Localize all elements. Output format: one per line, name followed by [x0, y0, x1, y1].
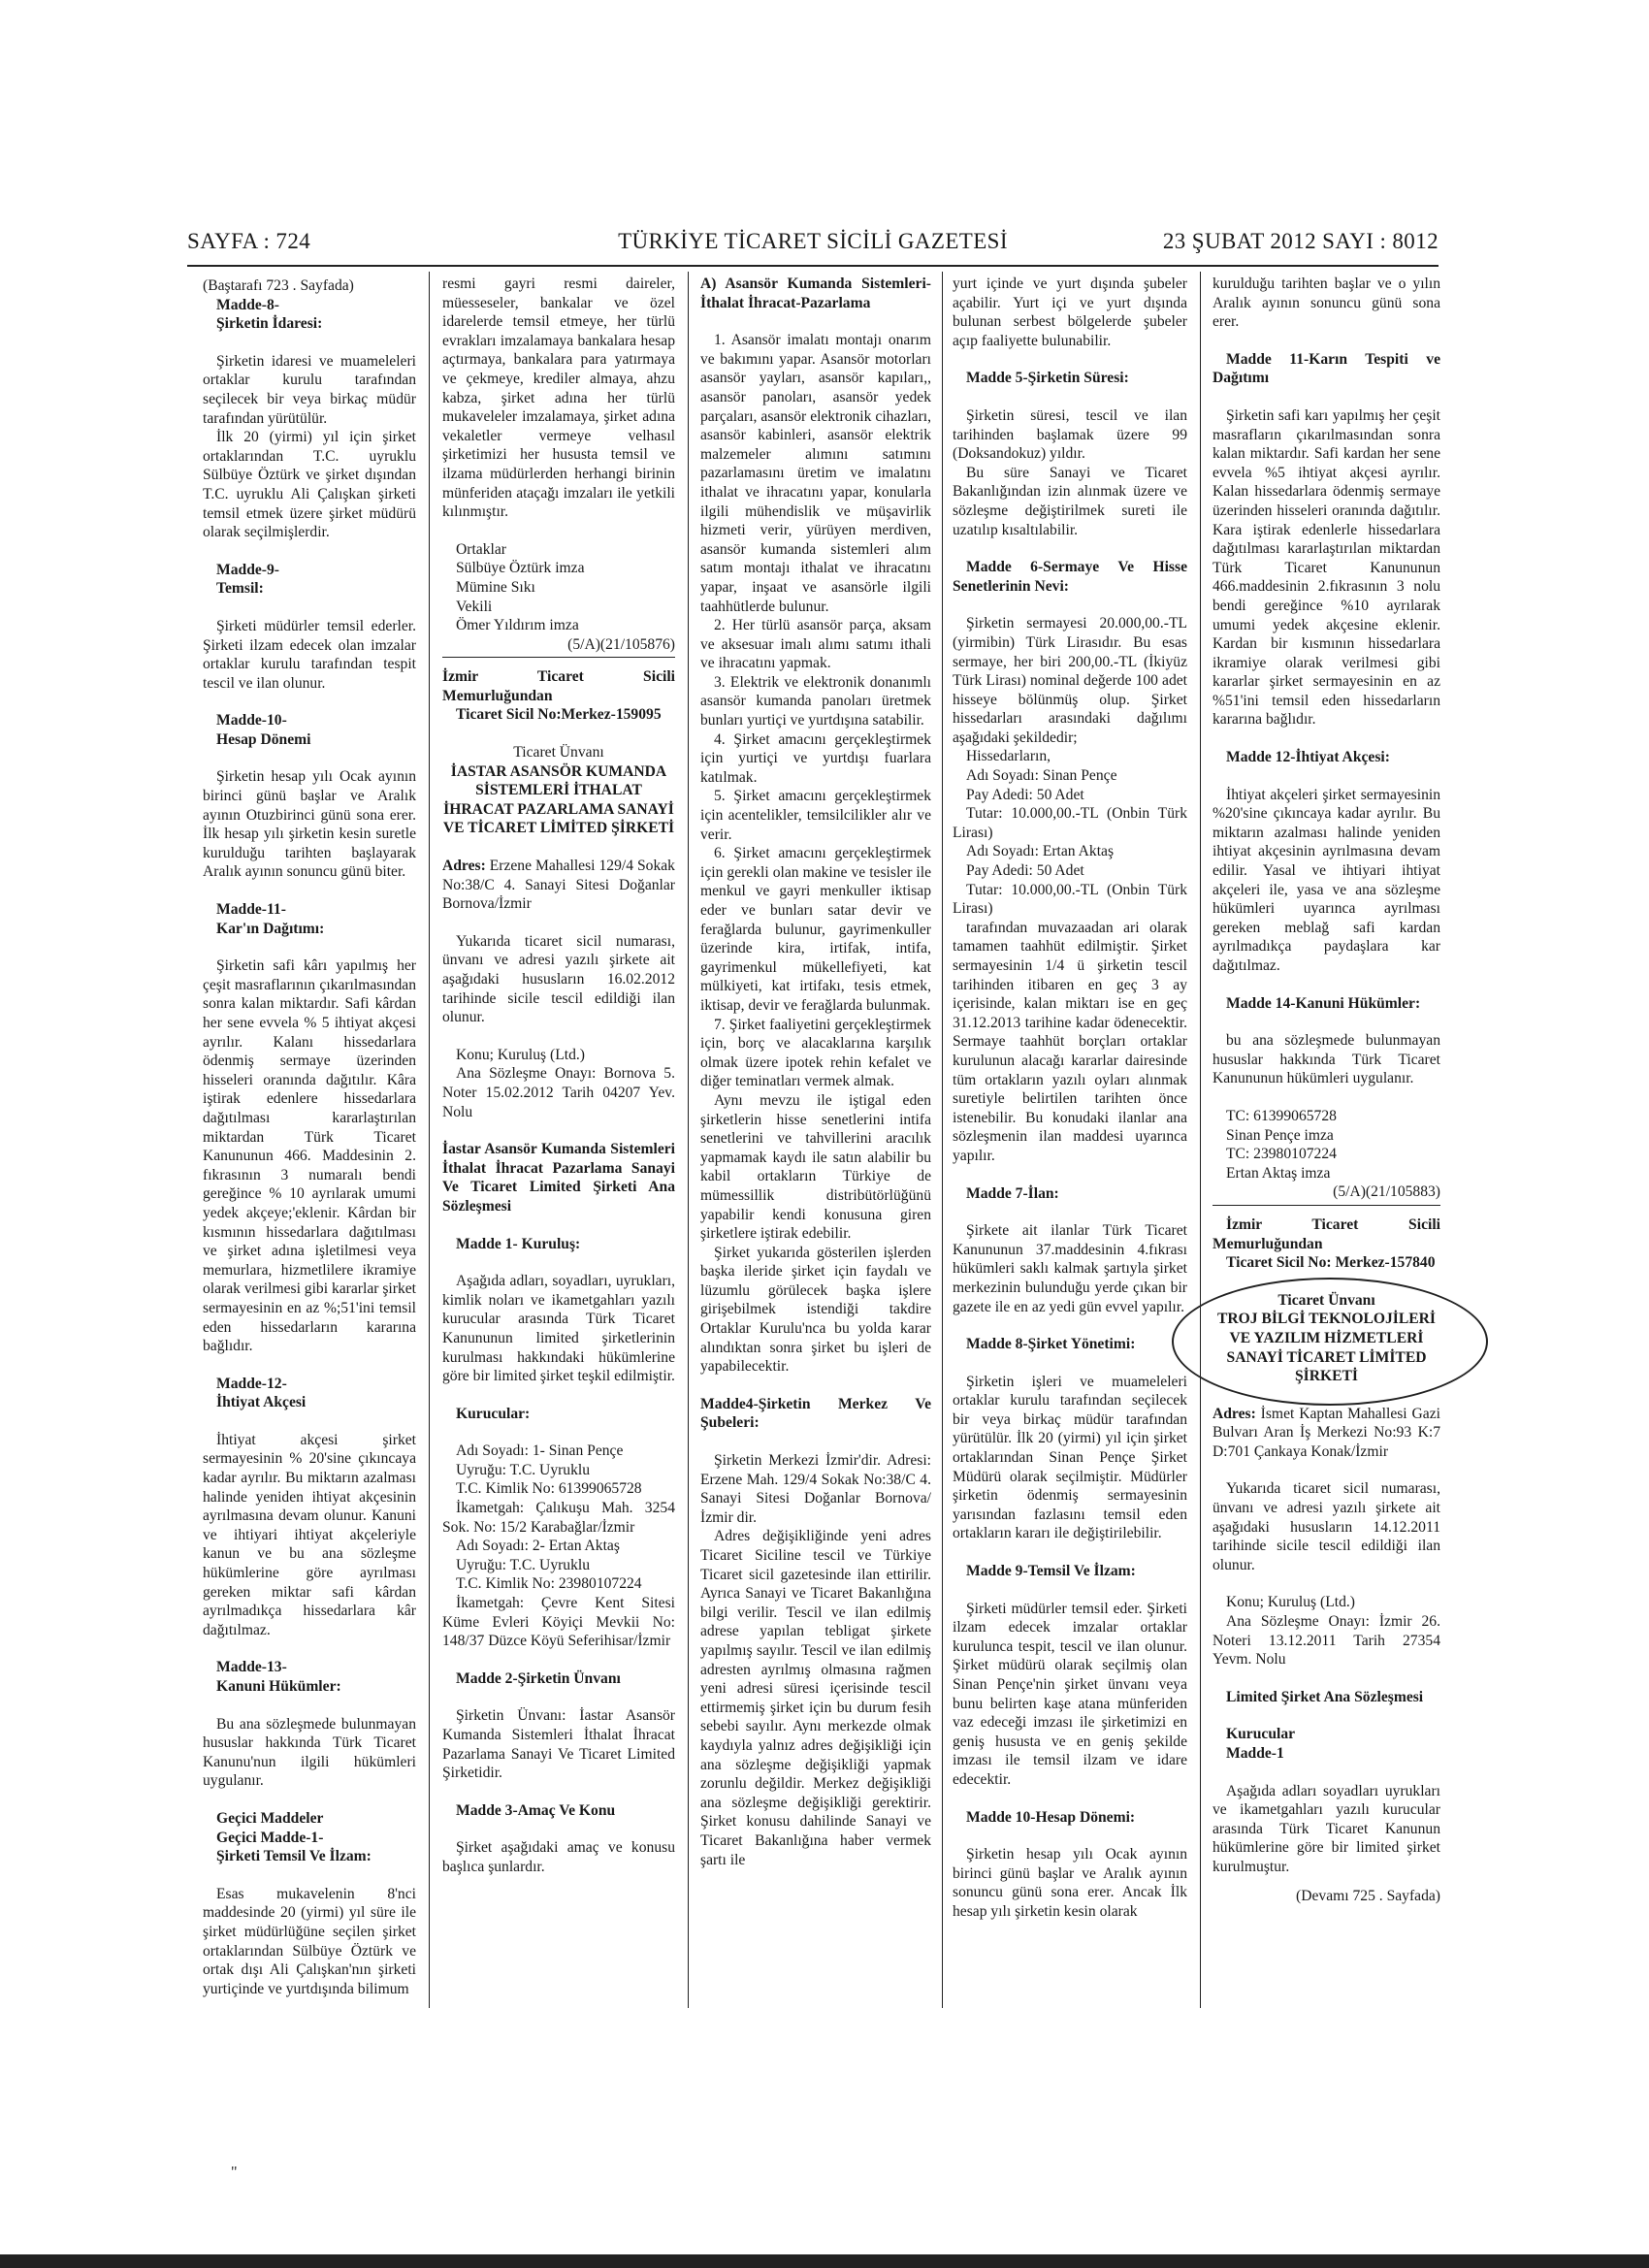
paragraph: Aşağıda adları, soyadları, uyrukları, kimlik noları ve ikametgahları yazılı kurucular arasında Türk Ticaret Kanununun limited şirketlerinin kurulması hakkındaki hükümlerine göre bir limited şirket teşkil edilmiştir. [442, 1273, 675, 1385]
shareholder-line: Tutar: 10.000,00.-TL (Onbin Türk Lirası) [953, 805, 1187, 841]
article-title: Madde 14-Kanuni Hükümler: [1226, 994, 1421, 1012]
address: Erzene Mahallesi 129/4 Sokak No:38/C 4. Sanayi Sitesi Doğanlar Bornova/İzmir [442, 858, 675, 913]
paragraph: Şirketin süresi, tescil ve ilan tarihinden başlamak üzere 99 (Doksandokuz) yıldır. [953, 406, 1187, 463]
continued-note: (Devamı 725 . Sayfada) [1296, 1887, 1440, 1904]
article-title: Madde4-Şirketin Merkez Ve Şubeleri: [700, 1395, 931, 1432]
article-title: Kar'ın Dağıtımı: [216, 920, 325, 937]
page-header [187, 229, 1439, 262]
article-title: Hesap Dönemi [216, 730, 311, 748]
founder-line: Uyruğu: T.C. Uyruklu [456, 1461, 591, 1478]
paragraph: İlk 20 (yirmi) yıl için şirket ortaklarından T.C. uyruklu Sülbüye Öztürk ve şirket dışından T.C. uyruklu Ali Çalışkan şirketi temsil etmek üzere şirket müdürü olarak seçilmişlerdir. [203, 429, 416, 541]
signature-line: Sülbüye Öztürk imza [456, 560, 585, 577]
paragraph: Şirketin safi karı yapılmış her çeşit masrafların çıkarılmasından sonra kalan miktardır. Safi kardan her sene evvela %5 ihtiyat akçesi ayrılır. Kalan hissedarlara ödenmiş sermaye üzerinden hisseleri oranında dağıtılır. Kara iştirak edenlerle hissedarlara dağıtılması kararlaştırılan miktardan Türk Ticaret Kanununun 466.maddesinin 2.fıkrasının 3 nolu bendi gereğince %10 ayrılarak umumi yedek akçesine eklenir. Kardan bir kısmının hissedarlara ikramiye olarak verilmesi gibi kararlar şirket sermayesinin en az %51'ini temsil eden hissedarların kararına bağlıdır. [1212, 406, 1440, 729]
address-label: Adres: [442, 858, 486, 875]
paragraph: Şirketin hesap yılı Ocak ayının birinci günü başlar ve Aralık ayının sonuncu günü sona erer. Ancak İlk hesap yılı şirketin kesin olarak [953, 1846, 1187, 1920]
paragraph: Bu ana sözleşmede bulunmayan hususlar hakkında Türk Ticaret Kanunu'nun ilgili hükümleri uygulanır. [203, 1715, 416, 1790]
paragraph: kurulduğu tarihten başlar ve o yılın Aralık ayının sonuncu günü sona erer. [1212, 275, 1440, 331]
shareholder-line: Hissedarların, [966, 748, 1051, 765]
signature-line: Vekili [456, 598, 493, 615]
article-number: Madde-8- [216, 296, 279, 313]
signature-line: TC: 23980107224 [1226, 1146, 1337, 1163]
column-divider [429, 272, 430, 2008]
article-number: Madde-10- [216, 712, 287, 729]
column-divider [1200, 272, 1201, 2008]
approval: Ana Sözleşme Onayı: İzmir 26. Noteri 13.12.2011 Tarih 27354 Yevm. Nolu [1212, 1613, 1440, 1669]
gazette-title: TÜRKİYE TİCARET SİCİLİ GAZETESİ [618, 229, 1008, 253]
column-divider [688, 272, 689, 2008]
paragraph: Aynı mevzu ile iştigal eden şirketlerin hisse senetlerini intifa senetlerini ve tahvillerini aracılık yapmamak kaydı ile satın alabilir bu kabil ortakların Türkiye de mümessillik distribütörlüğünü yapabilir kendi konusuna giren şirketlere iştirak edebilir. [700, 1091, 931, 1243]
founder-line: Adı Soyadı: 1- Sinan Pençe [456, 1442, 624, 1460]
shareholder-line: Pay Adedi: 50 Adet [966, 862, 1084, 880]
paragraph: Şirketin idaresi ve muameleleri ortaklar kurulu tarafından seçilecek bir veya birkaç müdür tarafından yürütülür. [203, 352, 416, 427]
list-item: 3. Elektrik ve elektronik donanımlı asansör kumanda panoları üretmek bunları yurtiçi ve yurtdışına satabilir. [700, 673, 931, 729]
article-title: Şirketi Temsil Ve İlzam: [216, 1848, 372, 1865]
founder-line: Uyruğu: T.C. Uyruklu [456, 1556, 591, 1573]
registry-number: Ticaret Sicil No:Merkez-159095 [456, 706, 662, 724]
paragraph: İhtiyat akçeleri şirket sermayesinin %20'sine çıkıncaya kadar ayrılır. Bu miktarın azalması halinde yeniden ihtiyat akçesinin ayrılmasına devam edilir. Yasal ve ihtiyari ihtiyat akçeleri ile, yasa ve ana sözleşme hükümleri uyarınca ayrılması gereken meblağ safi kardan ayrılmadıkça paydaşlara kar dağıtılmaz. [1212, 786, 1440, 974]
paragraph: Şirketin safi kârı yapılmış her çeşit masraflarının çıkarılmasından sonra kalan miktardır. Safi kârdan her sene evvela % 5 ihtiyat akçesi ayrılır. Kalanı hissedarlara ödenmiş sermaye üzerinden hisseleri oranında dağıtılır. Kâra iştirak edenlere hissedarlara dağıtılması kararlaştırılan miktardan Türk Ticaret Kanununun 466. Maddesinin 2. fıkrasının 3 numaralı bendi gereğince % 10 ayrılarak umumi yedek akçeye;'eklenir. Kârdan bir kısmının hissedarlara dağıtılması ve şirket adına işletilmesi veya memurlara, hizmetlilere ikramiye olarak verilmesi gibi kararlar şirket sermayesinin en az %;51'ini temsil eden hissedarların kararına bağlıdır. [203, 957, 416, 1355]
paragraph: resmi gayri resmi daireler, müesseseler, bankalar ve özel idarelerde temsil etmeye, her türlü evrakları imzalamaya bankalara hesap açtırmaya, bankalara para yatırmaya ve çekmeye, krediler almaya, ahzu kabza, şirket adına her türlü mukaveleler imzalamaya, şirket adına vekaletler vermeye velhasıl şirketimizi her hususta temsil ve ilzama müdürlerden herhangi birinin münferiden ataçağı imzaları ile yetkili kılınmıştır. [442, 275, 675, 521]
paragraph: Şirketin işleri ve muameleleri ortaklar kurulu tarafından seçilecek bir veya birkaç müdür tarafından yürütülür. İlk 20 (yirmi) yıl için şirket ortaklarından Sinan Pençe Şirket Müdürü olarak seçilmiştir. Müdürler şirketin ödenmiş sermayesinin yarısından fazlasını temsil eden ortakların kararı ile değiştirilebilir. [953, 1373, 1187, 1542]
signature-line: Ömer Yıldırım imza [456, 617, 579, 634]
article-title: Madde 8-Şirket Yönetimi: [966, 1336, 1136, 1353]
article-title: Madde 1- Kuruluş: [456, 1235, 581, 1252]
paragraph: bu ana sözleşmede bulunmayan hususlar hakkında Türk Ticaret Kanununun hükümleri uygulanır. [1212, 1032, 1440, 1087]
reference-code: (5/A)(21/105876) [567, 635, 675, 653]
paragraph: Şirketi müdürler temsil ederler. Şirketi ilzam edecek olan imzalar ortaklar kurulu tarafından tespit tescil ve ilan olunur. [203, 617, 416, 692]
paragraph: İhtiyat akçesi şirket sermayesinin % 20'sine çıkıncaya kadar ayrılır. Bu miktarın azalması halinde yeniden ihtiyat akçesinin ayrılmasına devam olunur. Kanuni ve ihtiyari ihtiyat akçeleriyle kanun ve bu ana sözleşme hükümlerine göre ayrılması gereken miktar safi kârdan ayrılmadıkça hissedarlara kâr dağıtılmaz. [203, 1431, 416, 1638]
article-title: Madde 12-İhtiyat Akçesi: [1226, 749, 1390, 766]
signature-line: Ertan Aktaş imza [1226, 1164, 1331, 1182]
list-item: 1. Asansör imalatı montajı onarım ve bakımını yapar. Asansör motorları asansör yayları, asansör kapıları,, asansör panoları, asansör yedek parçaları, asansör elektronik cihazları, asansör kabinleri, asansör elektrik malzemeler alımını satımını pazarlamasını üretim ve imalatını ithalat ve ihracatını yapar, konularla ilgili mühendislik ve müşavirlik hizmeti verir, yürüyen merdiven, asansör kumanda sistemleri alım satım montajı ithalat ve ihracatını yapar, inşaat ve asansörle ilgili taahhütlerde bulunur. [700, 332, 931, 615]
trade-name: İASTAR ASANSÖR KUMANDA SİSTEMLERİ İTHALAT İHRACAT PAZARLAMA SANAYİ VE TİCARET LİMİTED ŞİRKETİ [442, 762, 675, 837]
handdrawn-circle [1172, 1278, 1488, 1406]
article-title: Madde 7-İlan: [966, 1184, 1059, 1202]
paragraph: Şirketin Merkezi İzmir'dir. Adresi: Erzene Mah. 129/4 Sokak No:38/C 4. Sanayi Sitesi Doğanlar Bornova/İzmir dir. [700, 1452, 931, 1526]
contract-title: Limited Şirket Ana Sözleşmesi [1226, 1688, 1424, 1705]
paragraph: Bu süre Sanayi ve Ticaret Bakanlığından izin alınmak üzere ve sözleşme değiştirilmek sureti ile uzatılıp kısaltılabilir. [953, 464, 1187, 538]
page-number: SAYFA : 724 [187, 229, 311, 253]
column-4 [953, 275, 1187, 1922]
column-5 [1212, 275, 1440, 1905]
article-number: Madde-13- [216, 1659, 287, 1676]
founder-line: İkametgah: Çalıkuşu Mah. 3254 Sok. No: 15/2 Karabağlar/İzmir [442, 1500, 675, 1536]
paragraph: Şirket aşağıdaki amaç ve konusu başlıca şunlardır. [442, 1839, 675, 1875]
paragraph: Aşağıda adları soyadları uyrukları ve ikametgahları yazılı kurucular arasında Türk Ticaret Kanunun hükümlerine göre bir limited şirket kurulmuştur. [1212, 1782, 1440, 1875]
paragraph: Esas mukavelenin 8'nci maddesinde 20 (yirmi) yıl süre ile şirket müdürlüğüne seçilen şirket ortaklarından Sülbüye Öztürk ve ortak dışı Ali Çalışkan'nın şirketi yurtiçinde ve yurtdışında bilimum [203, 1885, 416, 1997]
section-title: Geçici Maddeler [216, 1809, 324, 1827]
column-divider [942, 272, 943, 2008]
article-title: Kanuni Hükümler: [216, 1678, 341, 1695]
scan-edge [0, 2254, 1649, 2268]
address: İsmet Kaptan Mahallesi Gazi Bulvarı Aran İş Merkezi No:93 K:7 D:701 Çankaya Konak/İzmir [1212, 1405, 1440, 1460]
paragraph: Şirketin Ünvanı: İastar Asansör Kumanda Sistemleri İthalat İhracat Pazarlama Sanayi Ve Ticaret Limited Şirketidir. [442, 1707, 675, 1782]
paragraph: Şirketin hesap yılı Ocak ayının birinci günü başlar ve Aralık ayının Otuzbirinci günü sona erer. İlk hesap yılı şirketin kesin suretle kurulduğu tarihten başlayarak Aralık ayının sonuncu günü biter. [203, 768, 416, 881]
column-3 [700, 275, 931, 1869]
founders-title: Kurucular: [456, 1405, 531, 1422]
continued-note: (Baştarafı 723 . Sayfada) [203, 277, 354, 294]
article-title: Madde 6-Sermaye Ve Hisse Senetlerinin Nevi: [953, 559, 1187, 595]
paragraph: Şirketin sermayesi 20.000,00.-TL (yirmibin) Türk Lirasıdır. Bu esas sermaye, her biri 200,00.-TL (İkiyüz Türk Lirası) nominal değerde 100 adet hisseye bölünmüş olup. Şirket hissedarları arasındaki dağılımı aşağıdaki şekildedir; [953, 615, 1187, 746]
article-title: Madde 9-Temsil Ve İlzam: [966, 1563, 1136, 1580]
signature-line: Sinan Pençe imza [1226, 1126, 1334, 1144]
registry-office: İzmir Ticaret Sicili Memurluğundan [442, 668, 675, 704]
registry-number: Ticaret Sicil No: Merkez-157840 [1226, 1254, 1436, 1272]
paragraph: Yukarıda ticaret sicil numarası, ünvanı ve adresi yazılı şirkete ait aşağıdaki hususların 16.02.2012 tarihinde sicile tescil edildiği ilan olunur. [442, 932, 675, 1026]
article-number: Madde-1 [1226, 1745, 1284, 1762]
article-title: Madde 5-Şirketin Süresi: [966, 370, 1129, 387]
list-item: 2. Her türlü asansör parça, aksam ve aksesuar imalı alımı satımı ithali ve ihracatını yapmak. [700, 617, 931, 672]
header-rule [187, 265, 1439, 267]
trade-name-label: Ticaret Ünvanı [513, 744, 604, 761]
founder-line: Adı Soyadı: 2- Ertan Aktaş [456, 1538, 620, 1555]
shareholder-line: Adı Soyadı: Sinan Pençe [966, 767, 1117, 785]
signature-line: Ortaklar [456, 540, 506, 558]
subject: Konu; Kuruluş (Ltd.) [456, 1046, 585, 1063]
paragraph: yurt içinde ve yurt dışında şubeler açabilir. Yurt içi ve yurt dışında bulunan serbest bölgelerde şubeler açıp faaliyette bulunabilir. [953, 275, 1187, 349]
article-title: Madde 3-Amaç Ve Konu [456, 1801, 616, 1819]
list-item: 5. Şirket amacını gerçekleştirmek için acentelikler, temsilcilikler alır ve verir. [700, 788, 931, 843]
paragraph: Adres değişikliğinde yeni adres Ticaret Siciline tescil ve Türkiye Ticaret sicil gazetesinde ilan ettirilir. Ayrıca Sanayi ve Ticaret Bakanlığına bilgi verilir. Tescil ve ilan edilmiş adrese yapılan tebligat şirkete yapılmış sayılır. Tescil ve ilan edilmiş adresten ayrılmış olmasına rağmen yeni adresi süresi içerisinde tescil ettirmemiş şirket için bu durum fesih sebebi sayılır. Aynı merkezde olmak kaydıyla yalnız adres değişikliği için ana sözleşme değişikliği yapmak zorunlu değildir. Merkez değişikliği ana sözleşme değişikliği gerektirir. Şirket konusu dahilinde Sanayi ve Ticaret Bakanlığına haber vermek şartı ile [700, 1528, 931, 1868]
trade-name: TROJ BİLGİ TEKNOLOJİLERİ VE YAZILIM HİZMETLERİ SANAYİ TİCARET LİMİTED ŞİRKETİ [1216, 1311, 1437, 1385]
column-2 [442, 275, 675, 1877]
list-item: 6. Şirket amacını gerçekleştirmek için gerekli olan makine ve tesisler ile menkul ve gayri menkuller iktisap eder ve bunları satar devir ve ferağlarda bulunur, gayrimenkuller üzerinde kira, irtifak, intifa, gayrimenkul mükellefiyeti, kat mülkiyeti, kat irtifakı, tesis etmek, iktisap, devir ve ferağlarda bulunmak. [700, 845, 931, 1014]
shareholder-line: Pay Adedi: 50 Adet [966, 786, 1084, 803]
section-title: A) Asansör Kumanda Sistemleri-İthalat İhracat-Pazarlama [700, 275, 931, 311]
paragraph: tarafından muvazaadan ari olarak tamamen taahhüt edilmiştir. Şirket sermayesinin 1/4 ü şirketin tescil tarihinden itibaren en geç 3 ay içerisinde, kalan miktarı ise en geç 31.12.2013 tarihine kadar ödenecektir. Sermaye taahhüt borçları ortaklar kurulunun alacağı kararlar dairesinde tüm ortakların yazılı oyları alınmak suretiyle belirtilen tarihten önce istenebilir. Bu konudaki ilanlar ana sözleşmenin ilan maddesi uyarınca yapılır. [953, 919, 1187, 1164]
shareholder-line: Adı Soyadı: Ertan Aktaş [966, 843, 1115, 860]
founder-line: T.C. Kimlik No: 23980107224 [456, 1575, 642, 1593]
subject: Konu; Kuruluş (Ltd.) [1226, 1594, 1355, 1611]
approval: Ana Sözleşme Onayı: Bornova 5. Noter 15.02.2012 Tarih 04207 Yev. Nolu [442, 1065, 675, 1120]
article-title: İhtiyat Akçesi [216, 1394, 307, 1411]
founder-line: T.C. Kimlik No: 61399065728 [456, 1480, 642, 1498]
issue-date: 23 ŞUBAT 2012 SAYI : 8012 [1162, 229, 1439, 253]
article-title: Şirketin İdaresi: [216, 315, 323, 333]
reference-code: (5/A)(21/105883) [1333, 1183, 1440, 1201]
article-number: Madde-12- [216, 1375, 287, 1392]
founders-title: Kurucular [1226, 1726, 1296, 1743]
signature-line: TC: 61399065728 [1226, 1107, 1337, 1124]
registry-office: İzmir Ticaret Sicili Memurluğundan [1212, 1215, 1440, 1252]
column-1 [203, 276, 416, 1998]
stray-mark: " [231, 2164, 238, 2181]
trade-name-label: Ticaret Ünvanı [1277, 1291, 1375, 1309]
article-title: Madde 2-Şirketin Ünvanı [456, 1669, 621, 1687]
paragraph: Şirkete ait ilanlar Türk Ticaret Kanununun 37.maddesinin 4.fıkrası hükümleri saklı kalmak şartıyla şirket merkezinin bulunduğu yerde çıkan bir gazete ile en az yedi gün evvel yapılır. [953, 1222, 1187, 1315]
signature-line: Mümine Sıkı [456, 578, 535, 596]
list-item: 4. Şirket amacını gerçekleştirmek için yurtiçi ve yurtdışı fuarlara katılmak. [700, 730, 931, 786]
trade-name-block [1212, 1291, 1440, 1386]
paragraph: Şirket yukarıda gösterilen işlerden başka ileride şirket için faydalı ve lüzumlu görülecek başka işlere girişebilmek istendiği takdire Ortaklar Kurulu'nca bu yolda karar alındıktan sonra şirket bu işleri de yapabilecektir. [700, 1244, 931, 1376]
list-item: 7. Şirket faaliyetini gerçekleştirmek için, borç ve alacaklarına karşılık olmak üzere ipotek rehin kefalet ve diğer teminatları vermek almak. [700, 1016, 931, 1090]
contract-title: İastar Asansör Kumanda Sistemleri İthalat İhracat Pazarlama Sanayi Ve Ticaret Limited Şirketi Ana Sözleşmesi [442, 1141, 675, 1215]
paragraph: Yukarıda ticaret sicil numarası, ünvanı ve adresi yazılı şirkete ait aşağıdaki hususların 14.12.2011 tarihinde sicile tescil edildiği ilan olunur. [1212, 1480, 1440, 1573]
founder-line: İkametgah: Çevre Kent Sitesi Küme Evleri Köyiçi Mevkii No: 148/37 Düzce Köyü Seferihisar/İzmir [442, 1595, 675, 1650]
address-label: Adres: [1212, 1405, 1256, 1422]
article-number: Madde-11- [216, 901, 286, 919]
article-title: Madde 10-Hesap Dönemi: [966, 1808, 1136, 1826]
article-title: Madde 11-Karın Tespiti ve Dağıtımı [1212, 350, 1440, 387]
article-number: Madde-9- [216, 561, 279, 578]
article-title: Temsil: [216, 580, 264, 598]
paragraph: Şirketi müdürler temsil eder. Şirketi ilzam edecek imzalar ortaklar kurulunca tespit, tescil ve ilan olunur. Şirket müdürü olarak seçilmiş olan Sinan Pençe'nin şirket ünvanı veya bunu belirten kaşe atana münferiden vaz edeceği imzası ile şirketimizi en geniş hususta ve en geniş şekilde imzası ile temsil ilzam ve idare edecektir. [953, 1600, 1187, 1788]
article-number: Geçici Madde-1- [216, 1829, 324, 1846]
shareholder-line: Tutar: 10.000,00.-TL (Onbin Türk Lirası) [953, 881, 1187, 918]
